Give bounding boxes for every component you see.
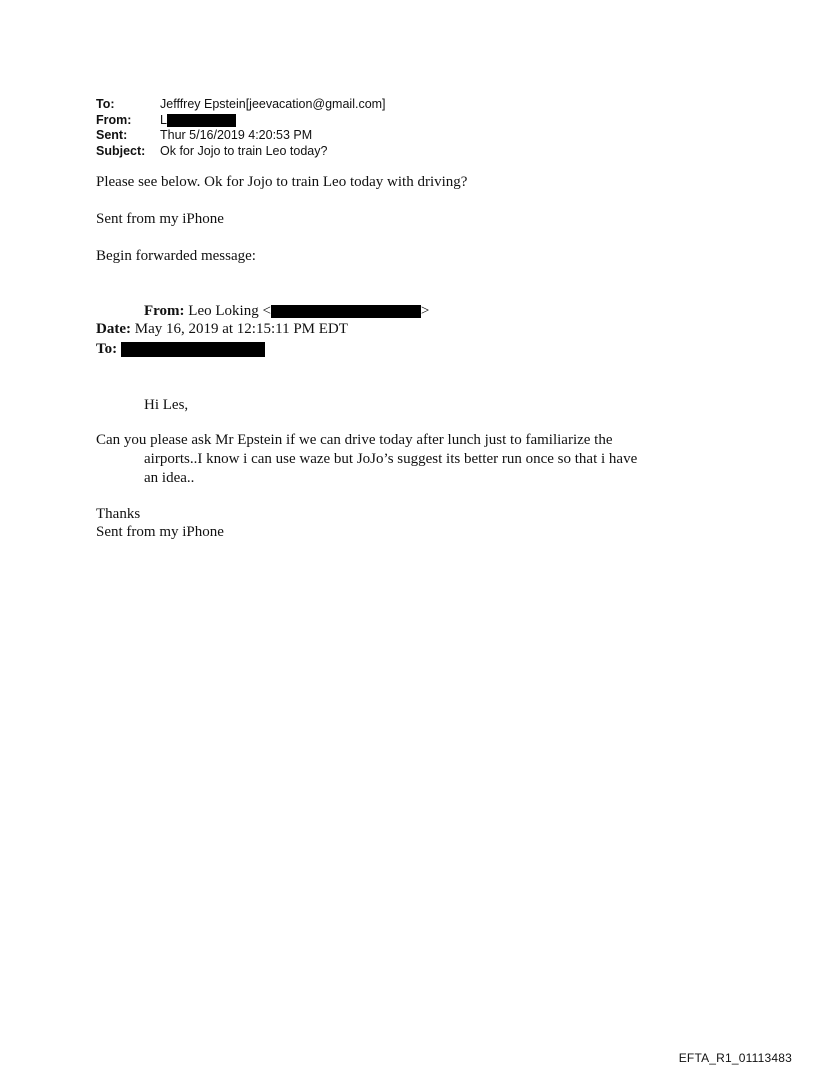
forwarded-to-label: To: xyxy=(96,341,118,357)
sent-row xyxy=(96,128,386,144)
forwarded-signature: Sent from my iPhone xyxy=(96,524,224,540)
from-row xyxy=(96,113,386,129)
forwarded-to-row xyxy=(96,340,265,359)
forwarded-date-row xyxy=(96,320,348,339)
to-row xyxy=(96,97,386,113)
document-id: EFTA_R1_01113483 xyxy=(678,1051,792,1065)
from-visible-initial: L xyxy=(160,112,167,127)
to-label: To: xyxy=(96,97,115,111)
forwarded-closing: Thanks xyxy=(96,506,141,522)
forwarded-date-value: May 16, 2019 at 12:15:11 PM EDT xyxy=(134,321,348,337)
forwarded-from-name: Leo Loking < xyxy=(188,303,271,319)
forwarded-body-line: an idea.. xyxy=(144,470,195,486)
forwarded-from-close: > xyxy=(420,303,430,319)
message-line: Please see below. Ok for Jojo to train Leo today with driving? xyxy=(96,174,468,190)
from-value xyxy=(160,113,236,129)
sent-value: Thur 5/16/2019 4:20:53 PM xyxy=(160,128,313,142)
redaction-block xyxy=(167,114,236,127)
to-value: Jefffrey Epstein[jeevacation@gmail.com] xyxy=(160,97,386,111)
subject-label: Subject: xyxy=(96,143,146,158)
forwarded-body-line: Can you please ask Mr Epstein if we can drive today after lunch just to familiarize the xyxy=(96,432,613,448)
forwarded-date-label: Date: xyxy=(96,321,131,337)
from-label: From: xyxy=(96,112,132,127)
forwarded-from-label: From: xyxy=(144,303,185,319)
sent-label: Sent: xyxy=(96,128,128,142)
forwarded-greeting: Hi Les, xyxy=(144,397,189,413)
forwarded-body-line: airports..I know i can use waze but JoJo’s suggest its better run once so that i have xyxy=(144,451,638,467)
redaction-block xyxy=(271,305,421,318)
redaction-block xyxy=(121,342,265,357)
subject-value: Ok for Jojo to train Leo today? xyxy=(160,143,328,158)
message-signature: Sent from my iPhone xyxy=(96,211,224,227)
forwarded-body xyxy=(96,431,696,488)
forwarded-from-row xyxy=(144,302,429,321)
email-header xyxy=(96,97,386,159)
forward-intro: Begin forwarded message: xyxy=(96,248,256,264)
subject-row xyxy=(96,144,386,160)
